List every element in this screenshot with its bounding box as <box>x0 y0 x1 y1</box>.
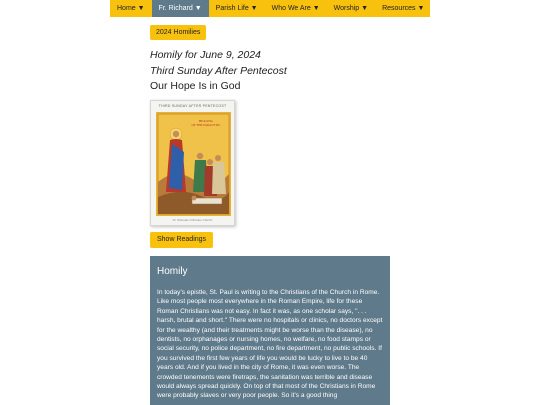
show-readings-button[interactable]: Show Readings <box>150 232 213 248</box>
nav-parish-life[interactable]: Parish Life ▼ <box>215 5 258 12</box>
homily-panel <box>150 256 390 405</box>
nav-resources[interactable]: Resources ▼ <box>382 5 425 12</box>
homily-date-title: Homily for June 9, 2024 <box>150 49 261 61</box>
nav-worship[interactable]: Worship ▼ <box>333 5 369 12</box>
christ-healing-icon <box>156 112 231 216</box>
nav-home[interactable]: Home ▼ <box>117 5 145 12</box>
main-nav <box>110 0 430 17</box>
svg-text:OF THE PARALYTIC: OF THE PARALYTIC <box>191 123 221 127</box>
year-homilies-button[interactable]: 2024 Homilies <box>150 25 206 40</box>
homily-body-text: In today's epistle, St. Paul is writing to the Christians of the Church in Rome. Like most people most everywhere in the Roman Empire, life for these Roman Christians was not easy. In fact it was, as one scholar says, ". . . harsh, brutal and short." There were no hospitals or clinics, no doctors except for the wealthy (and their treatments might be worse than the disease), no dentists, no orphanages or nursing homes, no welfare, no food stamps or social security, no police department, no fire department, no public schools. If you survived the first few years of life you would be lucky to live to be 40 years old. And if you lived in the city of Rome, it was even worse. The crowded tenements were firetraps, the sanitation was terrible and disease would always spread quickly. On top of that most of the Christians in Rome were probably slaves or very poor people. So it's a good thing <box>157 289 383 400</box>
svg-text:HEALING: HEALING <box>198 119 214 123</box>
homily-heading: Homily <box>157 266 188 277</box>
nav-fr-richard[interactable]: Fr. Richard ▼ <box>152 0 209 17</box>
nav-who-we-are[interactable]: Who We Are ▼ <box>271 5 320 12</box>
homily-titles <box>150 48 287 95</box>
icon-book-cover-image: THIRD SUNDAY AFTER PENTECOST HEALING OF THE PARALYTIC St. Nicholas Orthodox Church <box>150 100 235 226</box>
homily-subject-title: Our Hope Is in God <box>150 80 241 92</box>
homily-sunday-title: Third Sunday After Pentecost <box>150 64 287 77</box>
